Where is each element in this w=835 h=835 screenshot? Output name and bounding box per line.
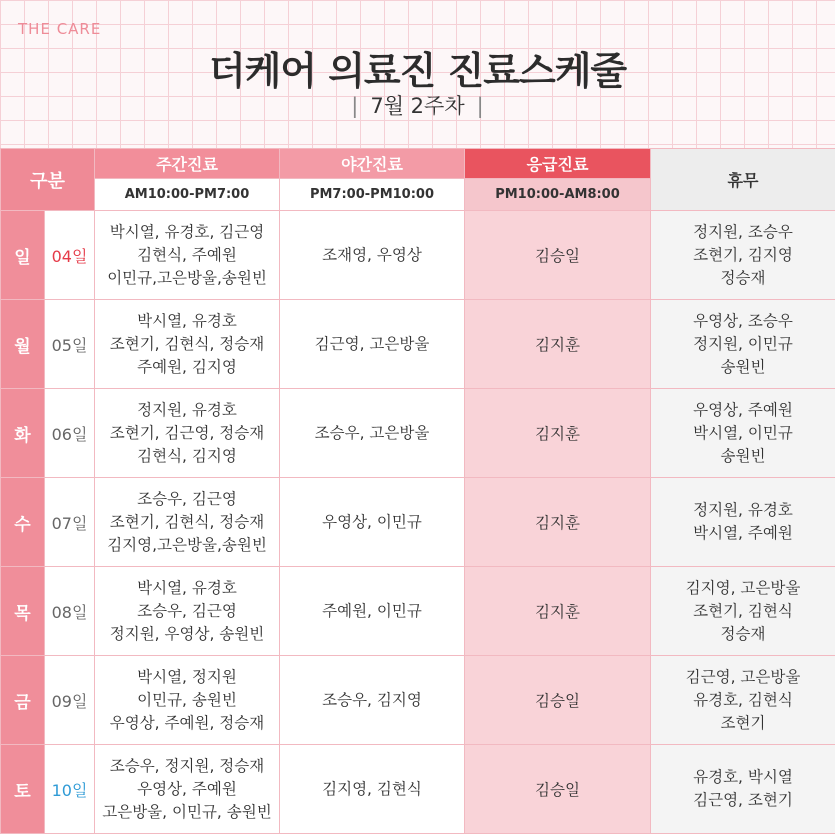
day-shift-cell: [95, 656, 280, 745]
day-shift-time: AM10:00-PM7:00: [95, 179, 280, 211]
day-shift-line: 조승우, 정지원, 정승재: [109, 756, 265, 775]
date-cell: 07일: [45, 478, 95, 567]
emergency-cell: 김승일: [465, 211, 651, 300]
day-shift-cell: [95, 745, 280, 834]
emergency-cell: 김지훈: [465, 567, 651, 656]
table-row: [1, 478, 835, 567]
day-shift-cell: [95, 389, 280, 478]
date-cell: 08일: [45, 567, 95, 656]
table-row: [1, 567, 835, 656]
date-cell: 09일: [45, 656, 95, 745]
off-line: 조현기, 김지영: [693, 245, 793, 264]
emergency-cell: 김지훈: [465, 389, 651, 478]
day-of-week: 월: [1, 300, 45, 389]
off-line: 송원빈: [720, 446, 766, 465]
day-shift-line: 고은방울, 이민규, 송원빈: [102, 802, 272, 821]
off-cell: [651, 300, 835, 389]
emergency-cell: 김지훈: [465, 478, 651, 567]
night-shift-cell: 김근영, 고은방울: [280, 300, 465, 389]
day-shift-line: 조현기, 김현식, 정승재: [109, 334, 265, 353]
off-line: 정지원, 유경호: [693, 501, 793, 519]
off-line: 정승재: [720, 268, 766, 287]
day-shift-line: 김현식, 김지영: [137, 446, 237, 465]
off-line: 조현기: [720, 713, 766, 732]
day-shift-line: 박시열, 유경호: [137, 578, 237, 597]
night-shift-cell: 우영상, 이민규: [280, 478, 465, 567]
day-shift-line: 조현기, 김현식, 정승재: [109, 512, 265, 531]
off-line: 박시열, 이민규: [693, 423, 793, 442]
day-shift-cell: [95, 478, 280, 567]
day-of-week: 토: [1, 745, 45, 834]
day-shift-line: 박시열, 정지원: [137, 667, 237, 686]
day-shift-line: 이민규,고은방울,송원빈: [107, 268, 267, 287]
off-cell: [651, 211, 835, 300]
off-cell: [651, 656, 835, 745]
off-line: 우영상, 조승우: [693, 311, 793, 330]
day-shift-line: 박시열, 유경호, 김근영: [109, 222, 265, 241]
table-row: [1, 211, 835, 300]
night-shift-header: 야간진료: [280, 149, 465, 179]
off-cell: [651, 478, 835, 567]
table-row: [1, 656, 835, 745]
day-shift-cell: [95, 300, 280, 389]
day-shift-line: 우영상, 주예원, 정승재: [109, 713, 265, 732]
date-cell: 04일: [45, 211, 95, 300]
emergency-time: PM10:00-AM8:00: [465, 179, 651, 211]
off-line: 유경호, 박시열: [693, 768, 793, 786]
off-line: 송원빈: [720, 357, 766, 376]
date-cell: 06일: [45, 389, 95, 478]
night-shift-cell: 조승우, 김지영: [280, 656, 465, 745]
night-shift-cell: 주예원, 이민규: [280, 567, 465, 656]
night-shift-cell: 조재영, 우영상: [280, 211, 465, 300]
day-shift-line: 김현식, 주예원: [137, 245, 237, 264]
day-of-week: 일: [1, 211, 45, 300]
schedule-table: [0, 148, 835, 834]
emergency-cell: 김승일: [465, 745, 651, 834]
night-shift-time: PM7:00-PM10:00: [280, 179, 465, 211]
category-header: 구분: [1, 149, 95, 211]
table-row: [1, 745, 835, 834]
week-label: 7월 2주차: [370, 94, 465, 118]
night-shift-cell: 김지영, 김현식: [280, 745, 465, 834]
table-row: [1, 389, 835, 478]
day-shift-cell: [95, 567, 280, 656]
emergency-header: 응급진료: [465, 149, 651, 179]
day-shift-line: 이민규, 송원빈: [137, 690, 237, 709]
day-of-week: 목: [1, 567, 45, 656]
day-of-week: 화: [1, 389, 45, 478]
off-header: 휴무: [651, 149, 835, 211]
off-line: 유경호, 김현식: [693, 690, 793, 709]
off-line: 정지원, 이민규: [693, 334, 793, 353]
night-shift-cell: 조승우, 고은방울: [280, 389, 465, 478]
off-cell: [651, 389, 835, 478]
emergency-cell: 김승일: [465, 656, 651, 745]
off-line: 우영상, 주예원: [693, 400, 793, 419]
off-line: 김근영, 조현기: [693, 791, 793, 809]
emergency-cell: 김지훈: [465, 300, 651, 389]
off-line: 정지원, 조승우: [693, 222, 793, 241]
page-title: 더케어 의료진 진료스케줄: [208, 49, 627, 93]
date-cell: 05일: [45, 300, 95, 389]
day-shift-line: 주예원, 김지영: [137, 357, 237, 376]
day-shift-line: 조승우, 김근영: [137, 601, 237, 620]
off-line: 김지영, 고은방울: [685, 578, 801, 597]
off-line: 정승재: [720, 624, 766, 643]
subtitle-bar-left: |: [351, 94, 359, 118]
off-cell: [651, 745, 835, 834]
day-shift-line: 김지영,고은방울,송원빈: [107, 535, 267, 554]
off-line: 조현기, 김현식: [693, 601, 793, 620]
date-cell: 10일: [45, 745, 95, 834]
off-line: 박시열, 주예원: [693, 524, 793, 542]
day-of-week: 수: [1, 478, 45, 567]
subtitle-bar-right: |: [476, 94, 484, 118]
day-shift-line: 조승우, 김근영: [137, 489, 237, 508]
page-subtitle: [0, 90, 835, 120]
day-shift-line: 정지원, 우영상, 송원빈: [109, 624, 265, 643]
off-cell: [651, 567, 835, 656]
table-row: [1, 300, 835, 389]
day-shift-line: 박시열, 유경호: [137, 311, 237, 330]
day-shift-header: 주간진료: [95, 149, 280, 179]
header-banner: [0, 0, 835, 148]
day-shift-line: 정지원, 유경호: [137, 400, 237, 419]
day-shift-line: 조현기, 김근영, 정승재: [109, 423, 265, 442]
brand-logo-text: THE CARE: [18, 20, 102, 38]
day-shift-line: 우영상, 주예원: [137, 779, 237, 798]
day-of-week: 금: [1, 656, 45, 745]
off-line: 김근영, 고은방울: [685, 667, 801, 686]
day-shift-cell: [95, 211, 280, 300]
